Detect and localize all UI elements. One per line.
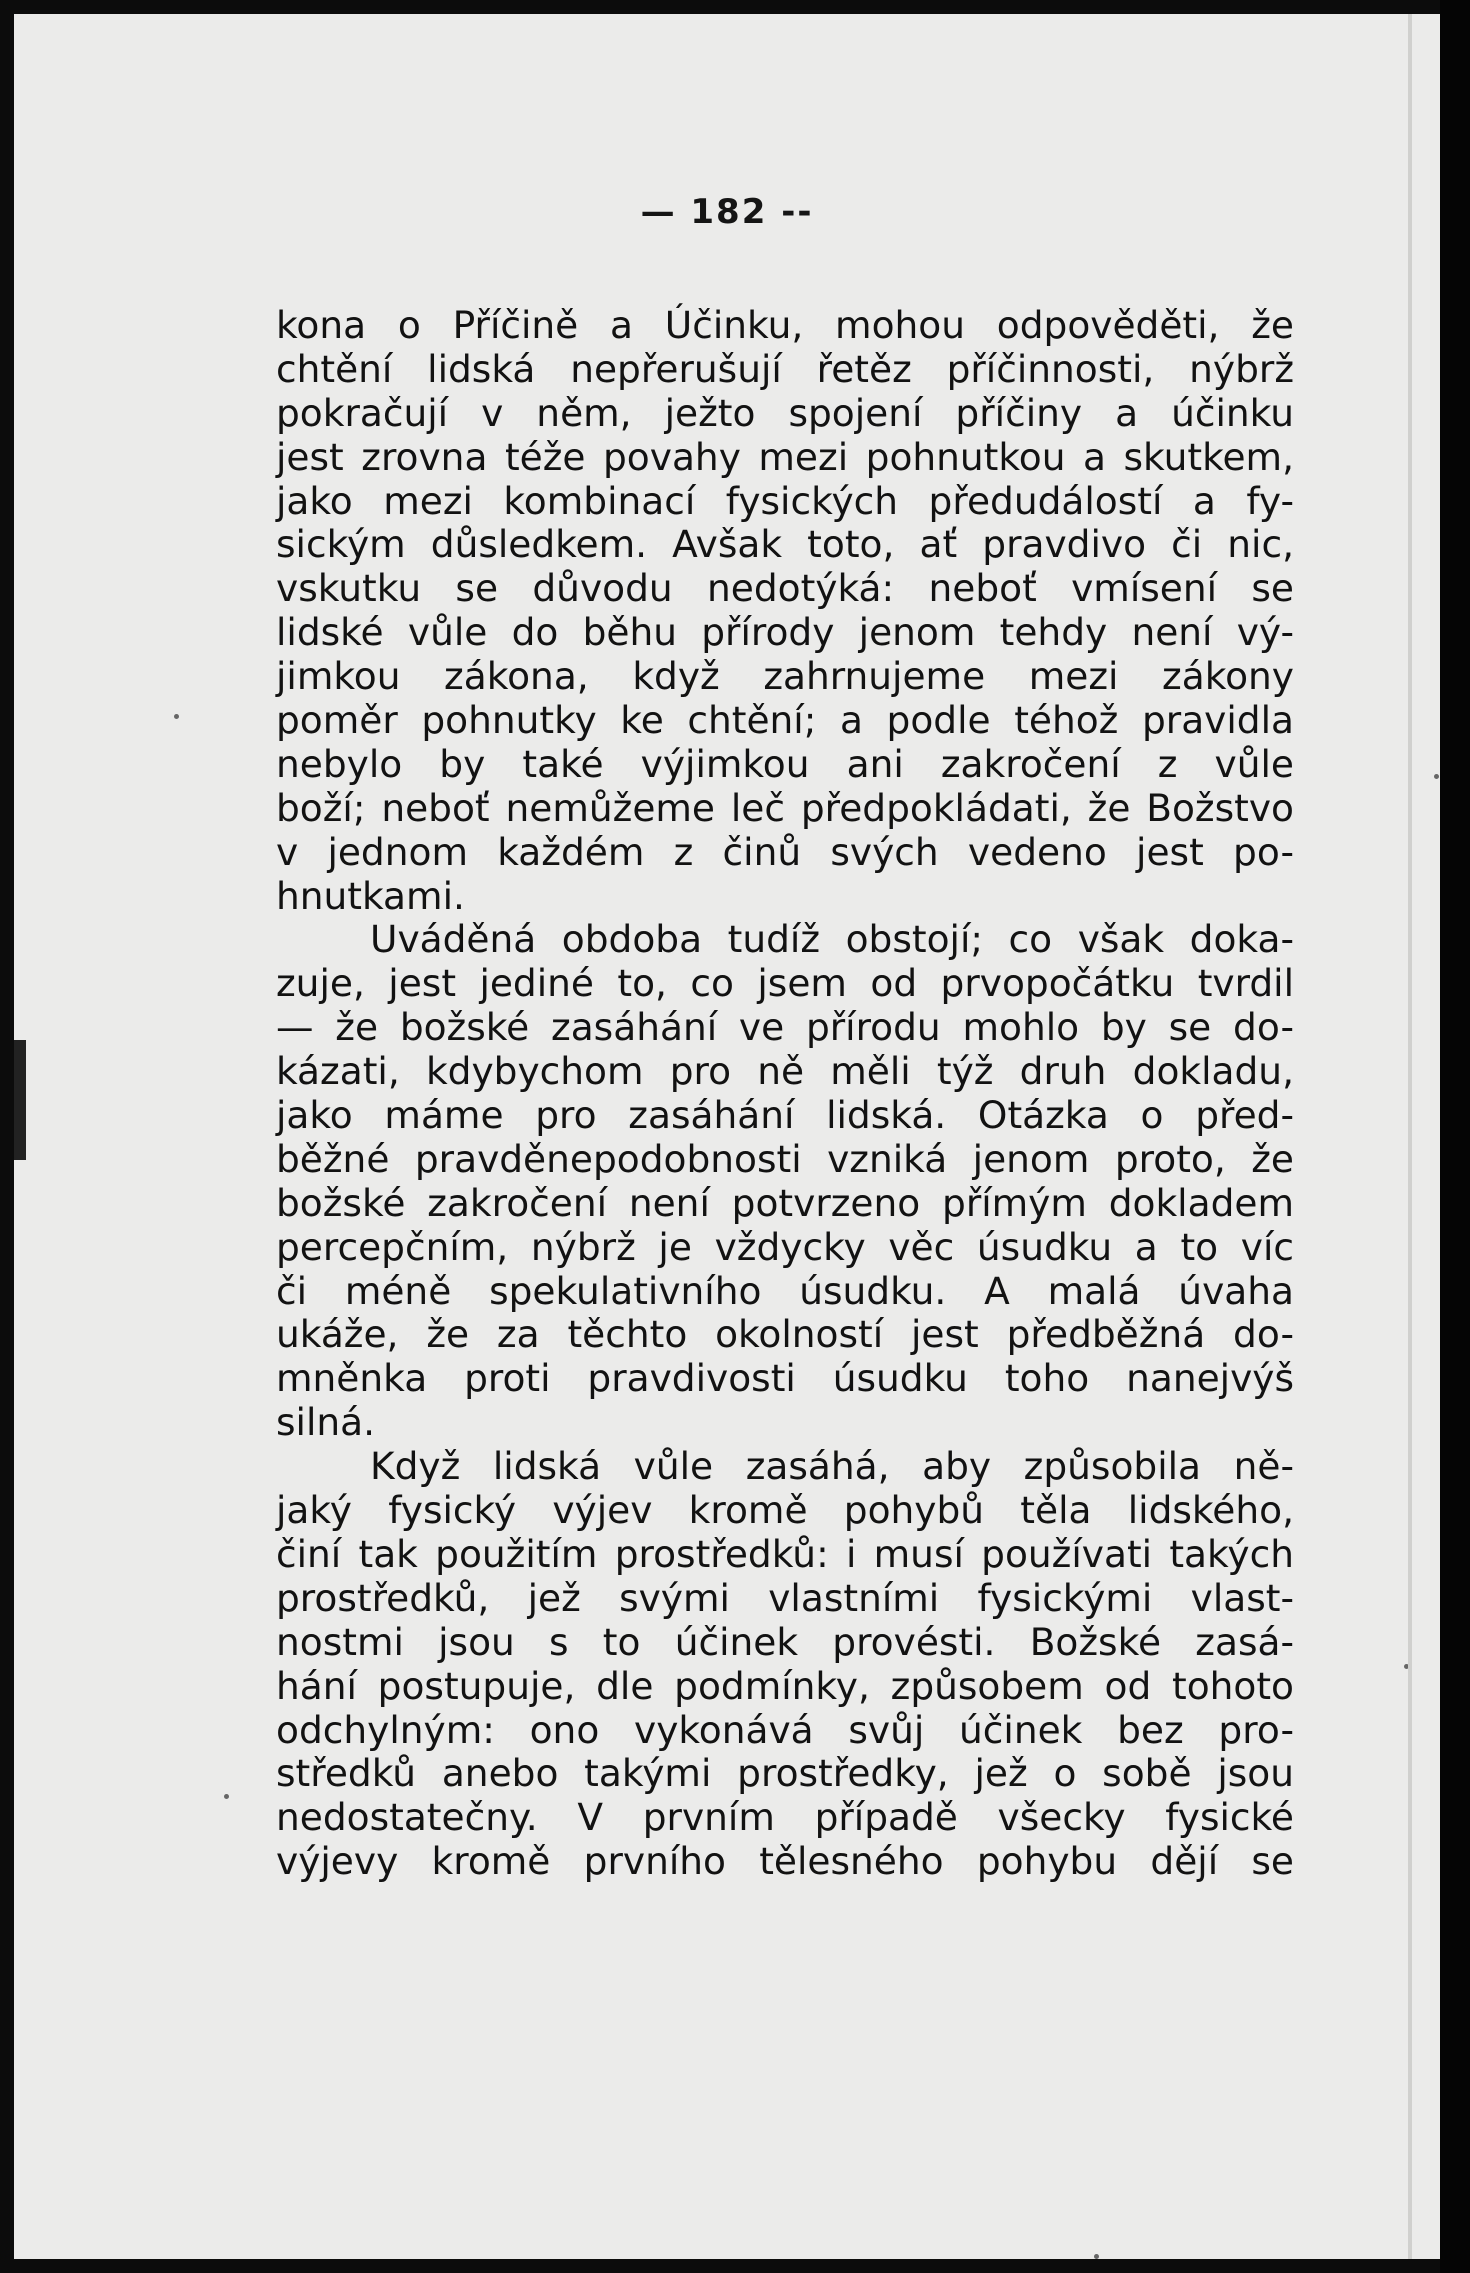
text-line: běžné pravděnepodobnosti vzniká jenom proto, že: [276, 1136, 1294, 1181]
text-line: silná.: [276, 1400, 376, 1445]
text-line: — že božské zasáhání ve přírodu mohlo by se do-: [276, 1005, 1294, 1050]
binding-mark: [14, 1040, 26, 1160]
text-line: boží; neboť nemůžeme leč předpokládati, že Božstvo: [276, 785, 1294, 830]
page-number: — 182 --: [640, 192, 814, 232]
text-line: jaký fysický výjev kromě pohybů těla lidského,: [276, 1488, 1294, 1533]
paper-speck: [1434, 774, 1439, 779]
text-line: prostředků, jež svými vlastními fysickými vlast-: [276, 1575, 1294, 1620]
scan-border: [1440, 0, 1470, 2273]
text-line: ukáže, že za těchto okolností jest předběžná do-: [276, 1312, 1294, 1357]
text-line: lidské vůle do běhu přírody jenom tehdy není vý-: [276, 610, 1294, 655]
text-line: kona o Příčině a Účinku, mohou odpověděti, že: [276, 303, 1294, 347]
text-line: nedostatečny. V prvním případě všecky fysické: [276, 1795, 1294, 1840]
text-line: výjevy kromě prvního tělesného pohybu dějí se: [276, 1839, 1294, 1884]
text-line: poměr pohnutky ke chtění; a podle téhož pravidla: [276, 698, 1294, 743]
book-page: [14, 14, 1440, 2259]
text-line: vskutku se důvodu nedotýká: neboť vmísení se: [276, 566, 1294, 611]
text-line: středků anebo takými prostředky, jež o sobě jsou: [276, 1751, 1294, 1796]
body-text: [276, 304, 1294, 1884]
text-line: či méně spekulativního úsudku. A malá úvaha: [276, 1268, 1294, 1313]
text-line: božské zakročení není potvrzeno přímým dokladem: [276, 1180, 1294, 1225]
text-line: kázati, kdybychom pro ně měli týž druh dokladu,: [276, 1049, 1294, 1094]
paper-speck: [174, 714, 179, 719]
text-line: pokračují v něm, ježto spojení příčiny a účinku: [276, 390, 1294, 435]
paragraph-start-line: Když lidská vůle zasáhá, aby způsobila ně-: [370, 1444, 1294, 1489]
text-line: v jednom každém z činů svých vedeno jest po-: [276, 829, 1294, 874]
text-line: nostmi jsou s to účinek provésti. Božské zasá-: [276, 1619, 1294, 1664]
text-line: sickým důsledkem. Avšak toto, ať pravdivo či nic,: [276, 522, 1294, 567]
text-line: zuje, jest jediné to, co jsem od prvopočátku tvrdil: [276, 961, 1294, 1006]
text-line: jako máme pro zasáhání lidská. Otázka o před-: [276, 1093, 1294, 1138]
text-line: mněnka proti pravdivosti úsudku toho nanejvýš: [276, 1356, 1294, 1401]
text-line: jimkou zákona, když zahrnujeme mezi zákony: [276, 654, 1294, 699]
text-line: jako mezi kombinací fysických předudálostí a fy-: [276, 478, 1294, 523]
text-line: chtění lidská nepřerušují řetěz příčinnosti, nýbrž: [276, 346, 1294, 391]
page-edge-shadow: [1408, 14, 1412, 2259]
text-line: nebylo by také výjimkou ani zakročení z vůle: [276, 741, 1294, 786]
paper-speck: [224, 1794, 229, 1799]
paragraph-start-line: Uváděná obdoba tudíž obstojí; co však doka-: [370, 917, 1294, 962]
paper-speck: [1094, 2254, 1099, 2259]
text-line: hnutkami.: [276, 873, 465, 918]
text-line: percepčním, nýbrž je vždycky věc úsudku a to víc: [276, 1224, 1294, 1269]
text-line: jest zrovna téže povahy mezi pohnutkou a skutkem,: [276, 434, 1294, 479]
text-line: činí tak použitím prostředků: i musí používati takých: [276, 1531, 1294, 1576]
text-line: odchylným: ono vykonává svůj účinek bez pro-: [276, 1707, 1294, 1752]
text-line: hání postupuje, dle podmínky, způsobem od tohoto: [276, 1663, 1294, 1708]
